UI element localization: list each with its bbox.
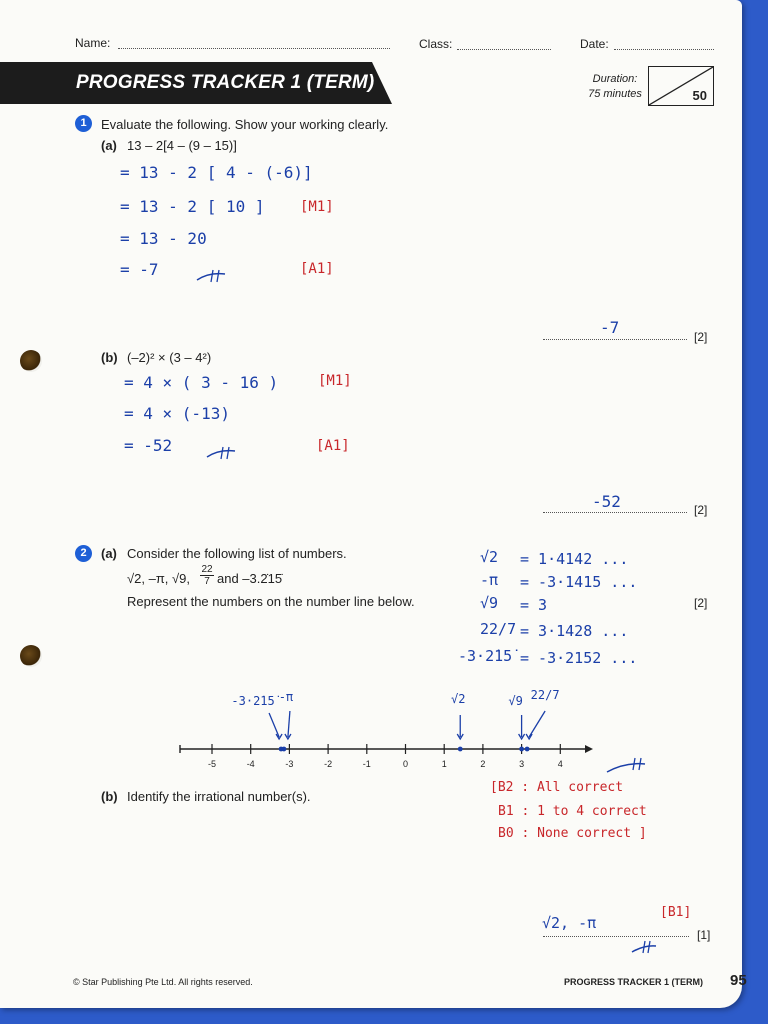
q1-prompt: Evaluate the following. Show your working clearly. bbox=[101, 117, 389, 132]
punch-hole-bottom bbox=[20, 645, 42, 667]
number-line-tick-label: 1 bbox=[441, 759, 447, 769]
q2-working-lhs-5: -3·2̇15̇ bbox=[458, 647, 513, 665]
name-field-line[interactable] bbox=[118, 48, 390, 49]
q2a-label: (a) bbox=[101, 546, 117, 561]
number-line-label: -π bbox=[278, 690, 294, 704]
question-2-badge: 2 bbox=[75, 545, 92, 562]
q1a-working-line-1: = 13 - 2 [ 4 - (-6)] bbox=[120, 163, 313, 182]
q2-working-lhs-3: √9 bbox=[480, 594, 499, 612]
date-field-line[interactable] bbox=[614, 49, 714, 50]
q1a-expression: 13 – 2[4 – (9 – 15)] bbox=[127, 138, 237, 153]
q1b-mark-m1: [M1] bbox=[318, 373, 352, 389]
number-line-point bbox=[282, 747, 287, 752]
q2b-total: [1] bbox=[697, 928, 711, 942]
number-line-point bbox=[458, 747, 463, 752]
q1a-working-line-4: = -7 bbox=[120, 260, 159, 279]
number-line-tick-label: -2 bbox=[324, 759, 333, 769]
q1a-answer-underline-mark bbox=[195, 268, 229, 284]
number-line-label-arrow bbox=[529, 711, 545, 737]
q2a-list-suffix: and –3.2̇15̇ bbox=[217, 571, 283, 586]
number-line-arrowhead bbox=[585, 745, 593, 753]
q2a-instruction: Represent the numbers on the number line below. bbox=[127, 594, 415, 609]
q2-working-lhs-2: -π bbox=[480, 571, 499, 589]
total-marks-box bbox=[648, 66, 714, 106]
number-line-tick-label: -3 bbox=[285, 759, 294, 769]
q2a-fraction-denominator: 7 bbox=[204, 576, 210, 587]
copyright-notice: © Star Publishing Pte Ltd. All rights reserved. bbox=[73, 977, 253, 987]
q1b-answer-underline-mark bbox=[205, 445, 239, 461]
page-number: 95 bbox=[730, 972, 747, 989]
number-line-tick-label: -1 bbox=[362, 759, 371, 769]
q2b-scheme-line-1: [B2 : All correct bbox=[490, 780, 624, 795]
q2a-list-fraction bbox=[200, 564, 214, 587]
q2-working-rhs-5: = -3·2152 ... bbox=[520, 649, 638, 667]
q2b-scheme-line-3: B0 : None correct ] bbox=[498, 826, 647, 841]
q2-working-rhs-2: = -3·1415 ... bbox=[520, 573, 638, 591]
q2b-answer-mark bbox=[630, 940, 660, 956]
number-line-tick-label: -4 bbox=[246, 759, 255, 769]
q1b-expression: (–2)² × (3 – 4²) bbox=[127, 350, 212, 365]
number-line bbox=[170, 685, 610, 775]
q2b-scheme-line-2: B1 : 1 to 4 correct bbox=[498, 804, 647, 819]
q2a-list-prefix: √2, –π, √9, bbox=[127, 571, 190, 586]
q2b-label: (b) bbox=[101, 789, 118, 804]
q2-working-lhs-4: 22/7 bbox=[480, 620, 517, 638]
q1b-mark-a1: [A1] bbox=[316, 438, 350, 454]
q2b-prompt: Identify the irrational number(s). bbox=[127, 789, 311, 804]
duration-label: Duration: bbox=[592, 73, 638, 85]
name-label: Name: bbox=[75, 36, 111, 50]
q2b-answer-line[interactable] bbox=[543, 936, 689, 937]
number-line-label: -3·2̇15̇ bbox=[231, 694, 275, 708]
punch-hole-top bbox=[20, 350, 42, 372]
number-line-point bbox=[519, 747, 524, 752]
q1b-answer-line[interactable] bbox=[543, 512, 687, 513]
number-line-label-arrow bbox=[288, 711, 290, 737]
number-line-label-arrow bbox=[269, 713, 279, 737]
q1b-answer: -52 bbox=[592, 492, 621, 511]
number-line-label: √2 bbox=[451, 692, 466, 706]
q1a-working-line-3: = 13 - 20 bbox=[120, 229, 207, 248]
number-line-label: √9 bbox=[508, 694, 523, 708]
q1b-label: (b) bbox=[101, 350, 118, 365]
q1a-label: (a) bbox=[101, 138, 117, 153]
running-title: PROGRESS TRACKER 1 (TERM) bbox=[564, 977, 704, 987]
q1a-total: [2] bbox=[694, 330, 708, 344]
class-field-line[interactable] bbox=[457, 49, 551, 50]
q1a-answer: -7 bbox=[600, 318, 620, 337]
page-title: PROGRESS TRACKER 1 (TERM) bbox=[76, 72, 375, 93]
number-line-tick-label: 4 bbox=[557, 759, 563, 769]
q2-working-rhs-1: = 1·4142 ... bbox=[520, 550, 629, 568]
class-label: Class: bbox=[419, 37, 453, 51]
number-line-tick-label: 3 bbox=[519, 759, 525, 769]
number-line-label: 22/7 bbox=[530, 688, 560, 702]
q2b-mark-b1: [B1] bbox=[660, 905, 692, 920]
q1b-working-line-1: = 4 × ( 3 - 16 ) bbox=[124, 373, 279, 392]
number-line-tick-label: 2 bbox=[480, 759, 486, 769]
q1a-working-line-2: = 13 - 2 [ 10 ] bbox=[120, 197, 265, 216]
q2-working-lhs-1: √2 bbox=[480, 548, 499, 566]
q1a-mark-m1: [M1] bbox=[300, 199, 334, 215]
q1b-working-line-2: = 4 × (-13) bbox=[124, 404, 230, 423]
q1b-total: [2] bbox=[694, 503, 708, 517]
date-label: Date: bbox=[580, 37, 609, 51]
number-line-point bbox=[525, 747, 530, 752]
q2-working-rhs-4: = 3·1428 ... bbox=[520, 622, 629, 640]
number-line-tick-label: 0 bbox=[402, 759, 409, 769]
q1b-working-line-3: = -52 bbox=[124, 436, 173, 455]
q1a-answer-line[interactable] bbox=[543, 339, 687, 340]
q2-working-rhs-3: = 3 bbox=[520, 596, 548, 614]
q2a-fraction-numerator: 22 bbox=[201, 564, 213, 575]
number-line-tick-label: -5 bbox=[207, 759, 217, 769]
q2a-tick-mark bbox=[605, 756, 651, 776]
duration-value: 75 minutes bbox=[588, 88, 642, 100]
question-1-badge: 1 bbox=[75, 115, 92, 132]
q2a-prompt: Consider the following list of numbers. bbox=[127, 546, 347, 561]
total-marks: 50 bbox=[692, 88, 707, 103]
q1a-mark-a1: [A1] bbox=[300, 261, 334, 277]
q2a-total: [2] bbox=[694, 596, 708, 610]
q2b-answer: √2, -π bbox=[542, 914, 597, 932]
